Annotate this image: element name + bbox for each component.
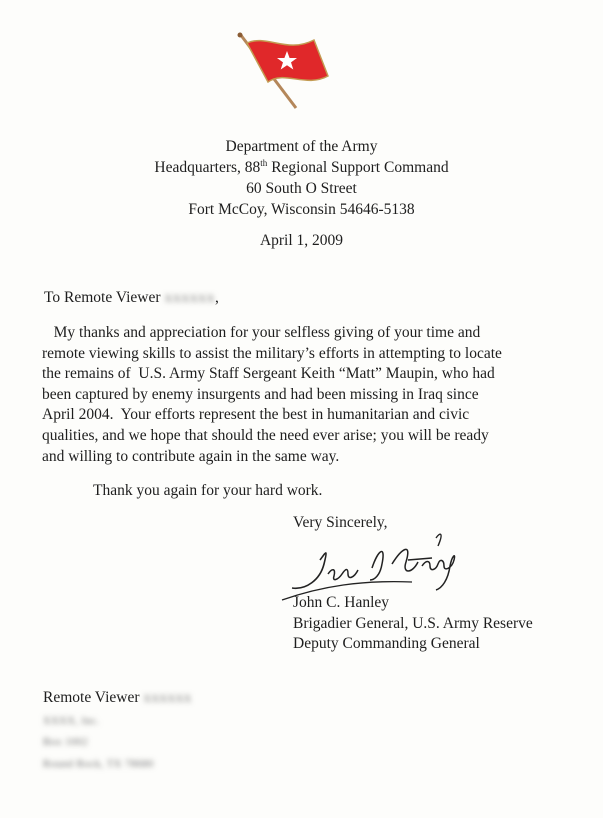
signer-position: Deputy Commanding General [293,635,480,652]
signature-block [293,593,533,655]
recipient-address [43,688,192,774]
letterhead-headquarters [0,157,603,178]
letter-date: April 1, 2009 [259,232,344,249]
body-line: April 2004. Your efforts represent the best in humanitarian and civic [42,406,470,424]
letterhead-street: 60 South O Street [246,180,357,197]
closing: Very Sincerely, [293,514,388,531]
body-paragraph [42,323,562,467]
body-line: been captured by enemy insurgents and had been missing in Iraq since [42,385,479,403]
letterhead [0,136,603,220]
salutation-prefix: To Remote Viewer [44,289,165,306]
address-line [43,753,192,775]
address-prefix: Remote Viewer [43,689,144,706]
letterhead-hq-suffix: Regional Support Command [267,159,449,176]
body-line: remote viewing skills to assist the military’s efforts in attempting to locate [42,344,502,362]
flag-pole-finial [238,33,243,38]
body-line: My thanks and appreciation for your selfless giving of your time and [42,324,481,341]
signer-rank: Brigadier General, U.S. Army Reserve [293,614,533,632]
body-line: the remains of U.S. Army Staff Sergeant Keith “Matt” Maupin, who had [42,365,495,383]
salutation-suffix: , [215,289,219,306]
thanks-line: Thank you again for your hard work. [93,482,323,499]
address-line [43,731,192,753]
address-line [43,710,192,732]
letterhead-hq-prefix: Headquarters, 88 [154,159,261,176]
redacted-company: XXXX, Inc. [43,715,100,727]
letterhead-city: Fort McCoy, Wisconsin 54646-5138 [188,201,415,218]
flag-logo [232,30,332,112]
salutation [44,289,219,307]
redacted-city: Round Rock, TX 78680 [43,758,154,770]
redacted-name: XXXXXX [143,694,192,705]
redacted-box: Box 1002 [43,737,89,748]
signer-name: John C. Hanley [293,594,390,611]
address-line [43,688,192,710]
body-line: qualities, and we hope that should the need ever arise; you will be ready [42,426,489,444]
redacted-name: XXXXXX [164,293,216,305]
body-line: and willing to contribute again in the same way. [42,447,340,465]
letterhead-department: Department of the Army [225,138,378,155]
letterhead-hq-sup: th [260,157,268,168]
